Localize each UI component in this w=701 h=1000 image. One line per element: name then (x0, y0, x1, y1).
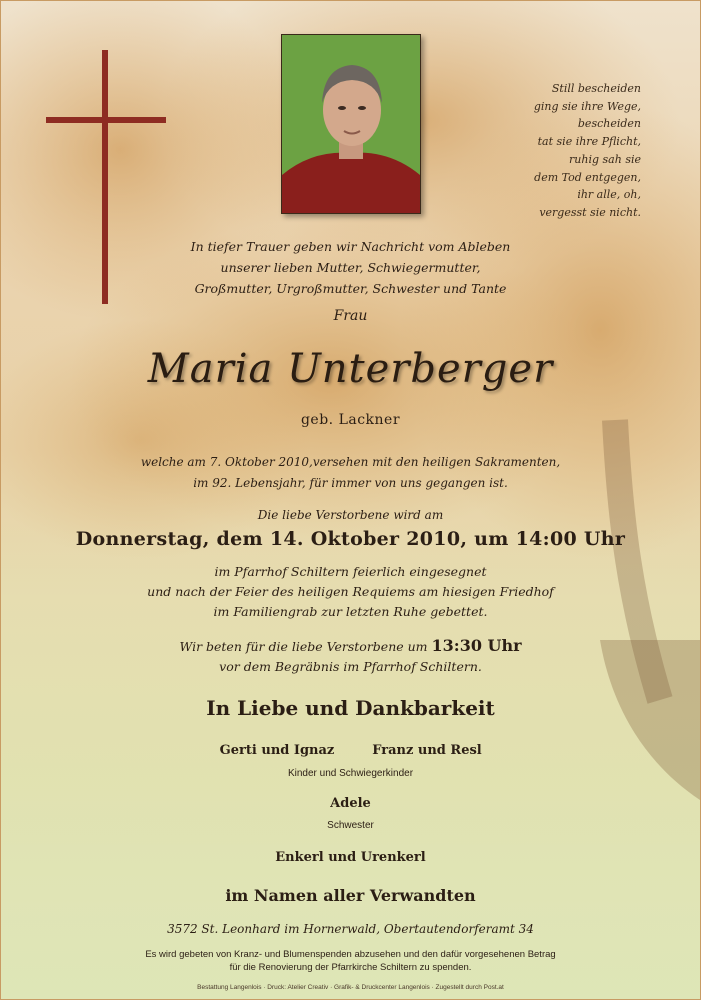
intro-line: In tiefer Trauer geben wir Nachricht vom Ableben (190, 239, 511, 254)
print-footer: Bestattung Langenlois · Druck: Atelier Creativ · Grafik- & Druckcenter Langenlois · Zugestellt durch Post.at (197, 984, 504, 991)
death-line: im 92. Lebensjahr, für immer von uns gegangen ist. (193, 476, 508, 490)
poem-line: tat sie ihre Pflicht, (537, 135, 641, 149)
donation-line: Es wird gebeten von Kranz- und Blumenspenden abzusehen und den dafür vorgesehenen Betrag (145, 949, 556, 960)
prayer-before: Wir beten für die liebe Verstorbene um (179, 639, 428, 654)
relatives-line: im Namen aller Verwandten (225, 886, 476, 905)
poem-line: ihr alle, oh, (577, 188, 641, 202)
mourner-child-2: Franz und Resl (372, 743, 482, 758)
funeral-intro: Die liebe Verstorbene wird am (257, 508, 444, 522)
poem-line: ging sie ihre Wege, (533, 99, 641, 113)
prayer-line-2: vor dem Begräbnis im Pfarrhof Schiltern. (219, 659, 482, 674)
salutation: Frau (333, 308, 368, 324)
poem-line: bescheiden (577, 117, 641, 131)
funeral-line: im Pfarrhof Schiltern feierlich eingesegnet (214, 564, 487, 579)
death-notice (0, 452, 701, 494)
donation-line: für die Renovierung der Pfarrkirche Schiltern zu spenden. (229, 962, 472, 973)
prayer-time: 13:30 Uhr (431, 636, 522, 655)
announcement-intro (0, 236, 701, 299)
poem (441, 80, 641, 222)
mourner-grandchildren: Enkerl und Urenkerl (275, 850, 426, 865)
deceased-name: Maria Unterberger (147, 346, 554, 392)
maiden-name: geb. Lackner (300, 412, 401, 428)
sibling-caption: Schwester (327, 820, 374, 831)
poem-line: dem Tod entgegen, (534, 170, 641, 184)
mourner-sibling: Adele (330, 796, 371, 811)
funeral-details (0, 562, 701, 622)
family-address: 3572 St. Leonhard im Hornerwald, Obertautendorferamt 34 (167, 922, 534, 936)
children-caption: Kinder und Schwiegerkinder (287, 768, 414, 779)
portrait-image (282, 35, 420, 213)
poem-line: ruhig sah sie (569, 152, 641, 166)
funeral-date: Donnerstag, dem 14. Oktober 2010, um 14:00 Uhr (75, 528, 626, 550)
mourner-child-1: Gerti und Ignaz (219, 743, 335, 758)
prayer-notice (0, 636, 701, 677)
gratitude-heading: In Liebe und Dankbarkeit (206, 696, 495, 720)
donation-notice (0, 948, 701, 974)
death-line: welche am 7. Oktober 2010,versehen mit den heiligen Sakramenten, (140, 455, 561, 469)
portrait-photo (281, 34, 421, 214)
prayer-line (0, 636, 701, 657)
intro-line: Großmutter, Urgroßmutter, Schwester und Tante (194, 281, 507, 296)
intro-line: unserer lieben Mutter, Schwiegermutter, (220, 260, 481, 275)
funeral-line: und nach der Feier des heiligen Requiems am hiesigen Friedhof (147, 584, 554, 599)
funeral-line: im Familiengrab zur letzten Ruhe gebettet. (213, 604, 488, 619)
poem-line: vergesst sie nicht. (539, 205, 641, 219)
poem-line: Still bescheiden (551, 82, 641, 95)
